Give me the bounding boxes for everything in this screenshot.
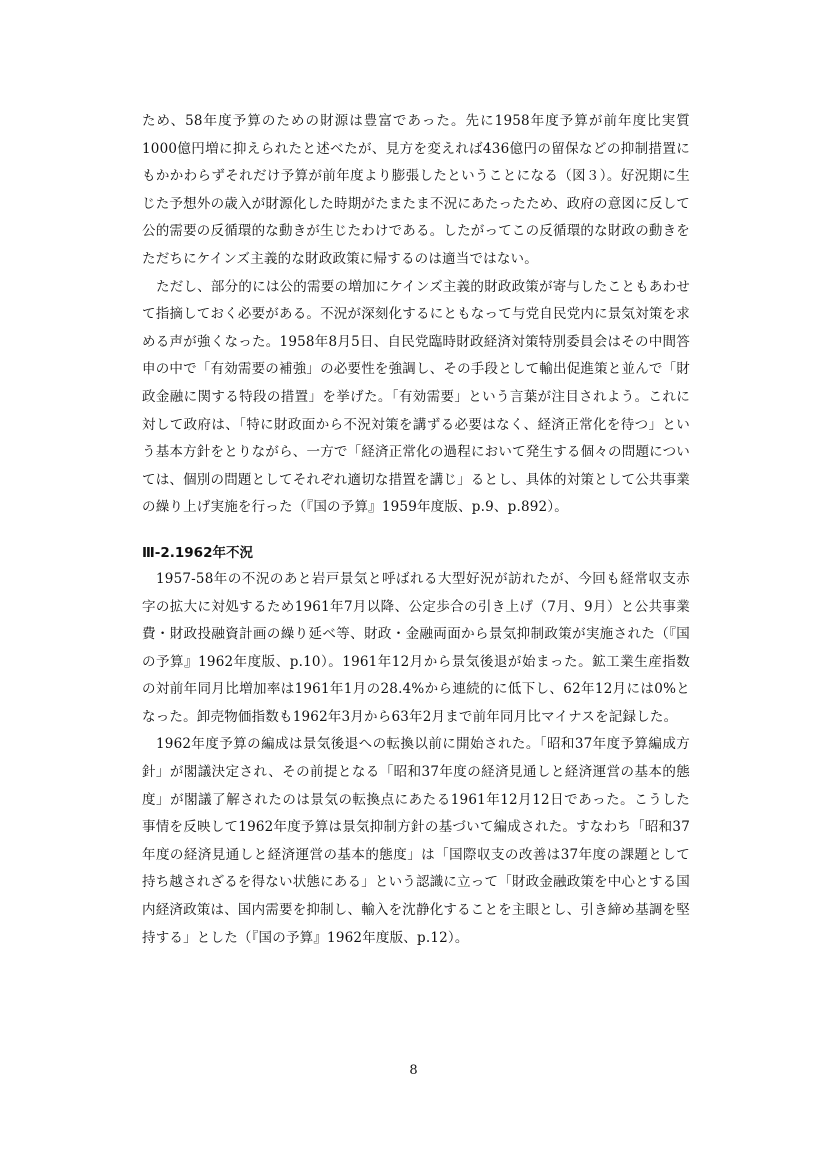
paragraph-2: ただし、部分的には公的需要の増加にケインズ主義的財政政策が寄与したこともあわせて指摘しておく必要がある。不況が深刻化するにともなって与党自民党内に景気対策を求める声が強くなった。1958年8月5日、自民党臨時財政経済対策特別委員会はその中間答申の中で「有効需要の補強」の必要性を強調し、その手段として輸出促進策と並んで「財政金融に関する特段の措置」を挙げた。「有効需要」という言葉が注目されよう。これに対して政府は、「特に財政面から不況対策を講ずる必要はなく、経済正常化を待つ」という基本方針をとりながら、一方で「経済正常化の過程において発生する個々の問題については、個別の問題としてそれぞれ適切な措置を講じ」るとし、具体的対策として公共事業の繰り上げ実施を行った（『国の予算』1959年度版、p.9、p.892）。	[142, 278, 690, 516]
page-number: 8	[409, 1063, 418, 1078]
paragraph-1: ため、58年度予算のための財源は豊富であった。先に1958年度予算が前年度比実質1000億円増に抑えられたと述べたが、見方を変えれば436億円の留保などの抑制措置にもかかわらずそれだけ予算が前年度より膨張したということになる（図３）。好況期に生じた予想外の歳入が財源化した時期がたまたま不況にあたったため、政府の意図に反して公的需要の反循環的な動きが生じたわけである。したがってこの反循環的な財政の動きをただちにケインズ主義的な財政政策に帰するのは適当ではない。	[142, 113, 690, 267]
paragraph-4: 1962年度予算の編成は景気後退への転換以前に開始された。「昭和37年度予算編成方針」が閣議決定され、その前提となる「昭和37年度の経済見通しと経済運営の基本的態度」が閣議了解されたのは景気の転換点にあたる1961年12月12日であった。こうした事情を反映して1962年度予算は景気抑制方針の基づいて編成された。すなわち「昭和37年度の経済見通しと経済運営の基本的態度」は「国際収支の改善は37年度の課題として持ち越されざるを得ない状態にある」という認識に立って「財政金融政策を中心とする国内経済政策は、国内需要を抑制し、輸入を沈静化することを主眼とし、引き締め基調を堅持する」とした（『国の予算』1962年度版、p.12）。	[142, 736, 690, 946]
paragraph-3: 1957‐58年の不況のあと岩戸景気と呼ばれる大型好況が訪れたが、今回も経常収支赤字の拡大に対処するため1961年7月以降、公定歩合の引き上げ（7月、9月）と公共事業費・財政投融資計画の繰り延べ等、財政・金融両面から景気抑制政策が実施された（『国の予算』1962年度版、p.10）。1961年12月から景気後退が始まった。鉱工業生産指数の対前年同月比増加率は1961年1月の28.4%から連続的に低下し、62年12月には0%となった。卸売物価指数も1962年3月から63年2月まで前年同月比マイナスを記録した。	[142, 570, 690, 725]
section-heading: Ⅲ-2.1962年不況	[142, 544, 253, 561]
document-body	[142, 108, 690, 952]
